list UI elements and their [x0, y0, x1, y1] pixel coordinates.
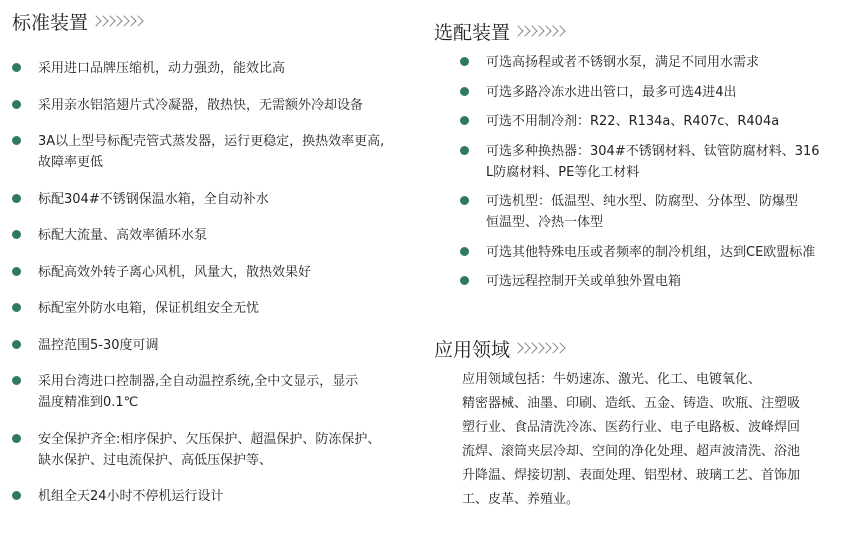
application-line: 精密器械、油墨、印刷、造纸、五金、铸造、吹瓶、注塑吸 [462, 396, 801, 411]
bullet-icon [460, 247, 469, 256]
list-item-text: 温控范围5-30度可调 [38, 337, 159, 353]
list-item [12, 486, 412, 507]
application-line: 工、皮革、养殖业。 [462, 492, 580, 507]
list-item [460, 242, 830, 263]
list-item-text: L防腐材料、PE等化工材料 [486, 164, 640, 180]
list-item-text: 可选机型：低温型、纯水型、防腐型、分体型、防爆型 [486, 194, 799, 209]
chevron-decoration-icon [94, 15, 143, 29]
bullet-icon [12, 303, 21, 312]
optional-feature-list [460, 52, 830, 301]
list-item-text: 安全保护齐全:相序保护、欠压保护、超温保护、防冻保护、 [38, 431, 381, 447]
list-item-text: 可选多种换热器：304#不锈钢材料、钛管防腐材料、316 [486, 143, 820, 159]
list-item [460, 52, 830, 73]
bullet-icon [460, 146, 469, 155]
application-line: 流焊、滚筒夹层冷却、空间的净化处理、超声波清洗、浴池 [462, 444, 801, 459]
list-item-text: 采用亲水铝箔翅片式冷凝器，散热快，无需额外冷却设备 [38, 97, 364, 113]
application-paragraph [462, 368, 832, 512]
bullet-icon [12, 230, 21, 239]
list-item [12, 371, 412, 413]
section-title-text: 应用领域 [434, 339, 511, 361]
list-item [12, 429, 412, 471]
chevron-decoration-icon [516, 25, 565, 39]
list-item-text: 标配高效外转子离心风机，风量大，散热效果好 [38, 264, 312, 280]
application-line: 应用领域包括：牛奶速冻、激光、化工、电镀氧化、 [462, 372, 762, 387]
list-item [12, 262, 412, 283]
list-item-text: 故障率更低 [38, 155, 104, 170]
bullet-icon [12, 194, 21, 203]
application-line: 升降温、焊接切割、表面处理、铝型材、玻璃工艺、首饰加 [462, 468, 801, 483]
bullet-icon [460, 116, 469, 125]
bullet-icon [12, 267, 21, 276]
bullet-icon [460, 57, 469, 66]
bullet-icon [12, 491, 21, 500]
list-item [460, 271, 830, 292]
section-title-application [434, 335, 565, 362]
list-item-text: 可选远程控制开关或单独外置电箱 [486, 274, 682, 289]
list-item [12, 58, 412, 79]
list-item-text: 温度精准到0.1℃ [38, 395, 139, 410]
list-item-text: 采用台湾进口控制器,全自动温控系统,全中文显示，显示 [38, 374, 359, 389]
section-title-text: 标准装置 [12, 12, 89, 34]
list-item [12, 95, 412, 116]
section-title-optional [434, 18, 565, 45]
list-item [12, 131, 412, 173]
bullet-icon [12, 63, 21, 72]
list-item-text: 机组全天24小时不停机运行设计 [38, 489, 224, 504]
list-item-text: 可选其他特殊电压或者频率的制冷机组，达到CE欧盟标准 [486, 244, 816, 260]
bullet-icon [460, 196, 469, 205]
bullet-icon [12, 340, 21, 349]
list-item [12, 298, 412, 319]
list-item [12, 189, 412, 210]
list-item [460, 82, 830, 103]
bullet-icon [12, 136, 21, 145]
bullet-icon [460, 87, 469, 96]
list-item-text: 可选不用制冷剂：R22、R134a、R407c、R404a [486, 114, 780, 129]
list-item-text: 标配大流量、高效率循环水泵 [38, 228, 208, 243]
list-item-text: 采用进口品牌压缩机，动力强劲，能效比高 [38, 61, 286, 76]
list-item-text: 缺水保护、过电流保护、高低压保护等、 [38, 452, 273, 468]
bullet-icon [12, 434, 21, 443]
list-item-text: 可选高扬程或者不锈钢水泵，满足不同用水需求 [486, 55, 760, 70]
list-item [12, 225, 412, 246]
list-item [460, 111, 830, 132]
section-title-standard [12, 8, 143, 35]
list-item-text: 恒温型、冷热一体型 [486, 215, 604, 230]
list-item-text: 标配304#不锈钢保温水箱，全自动补水 [38, 191, 269, 207]
list-item-text: 3A以上型号标配壳管式蒸发器，运行更稳定，换热效率更高, [38, 134, 385, 149]
list-item-text: 可选多路冷冻水进出管口，最多可选4进4出 [486, 84, 737, 100]
bullet-icon [460, 276, 469, 285]
list-item [12, 335, 412, 356]
section-title-text: 选配装置 [434, 22, 511, 44]
list-item-text: 标配室外防水电箱，保证机组安全无忧 [38, 301, 260, 316]
application-line: 塑行业、食品清洗冷冻、医药行业、电子电路板、波峰焊回 [462, 420, 801, 435]
list-item [460, 141, 830, 183]
standard-feature-list [12, 58, 412, 523]
chevron-decoration-icon [516, 342, 565, 356]
bullet-icon [12, 100, 21, 109]
bullet-icon [12, 376, 21, 385]
list-item [460, 191, 830, 233]
